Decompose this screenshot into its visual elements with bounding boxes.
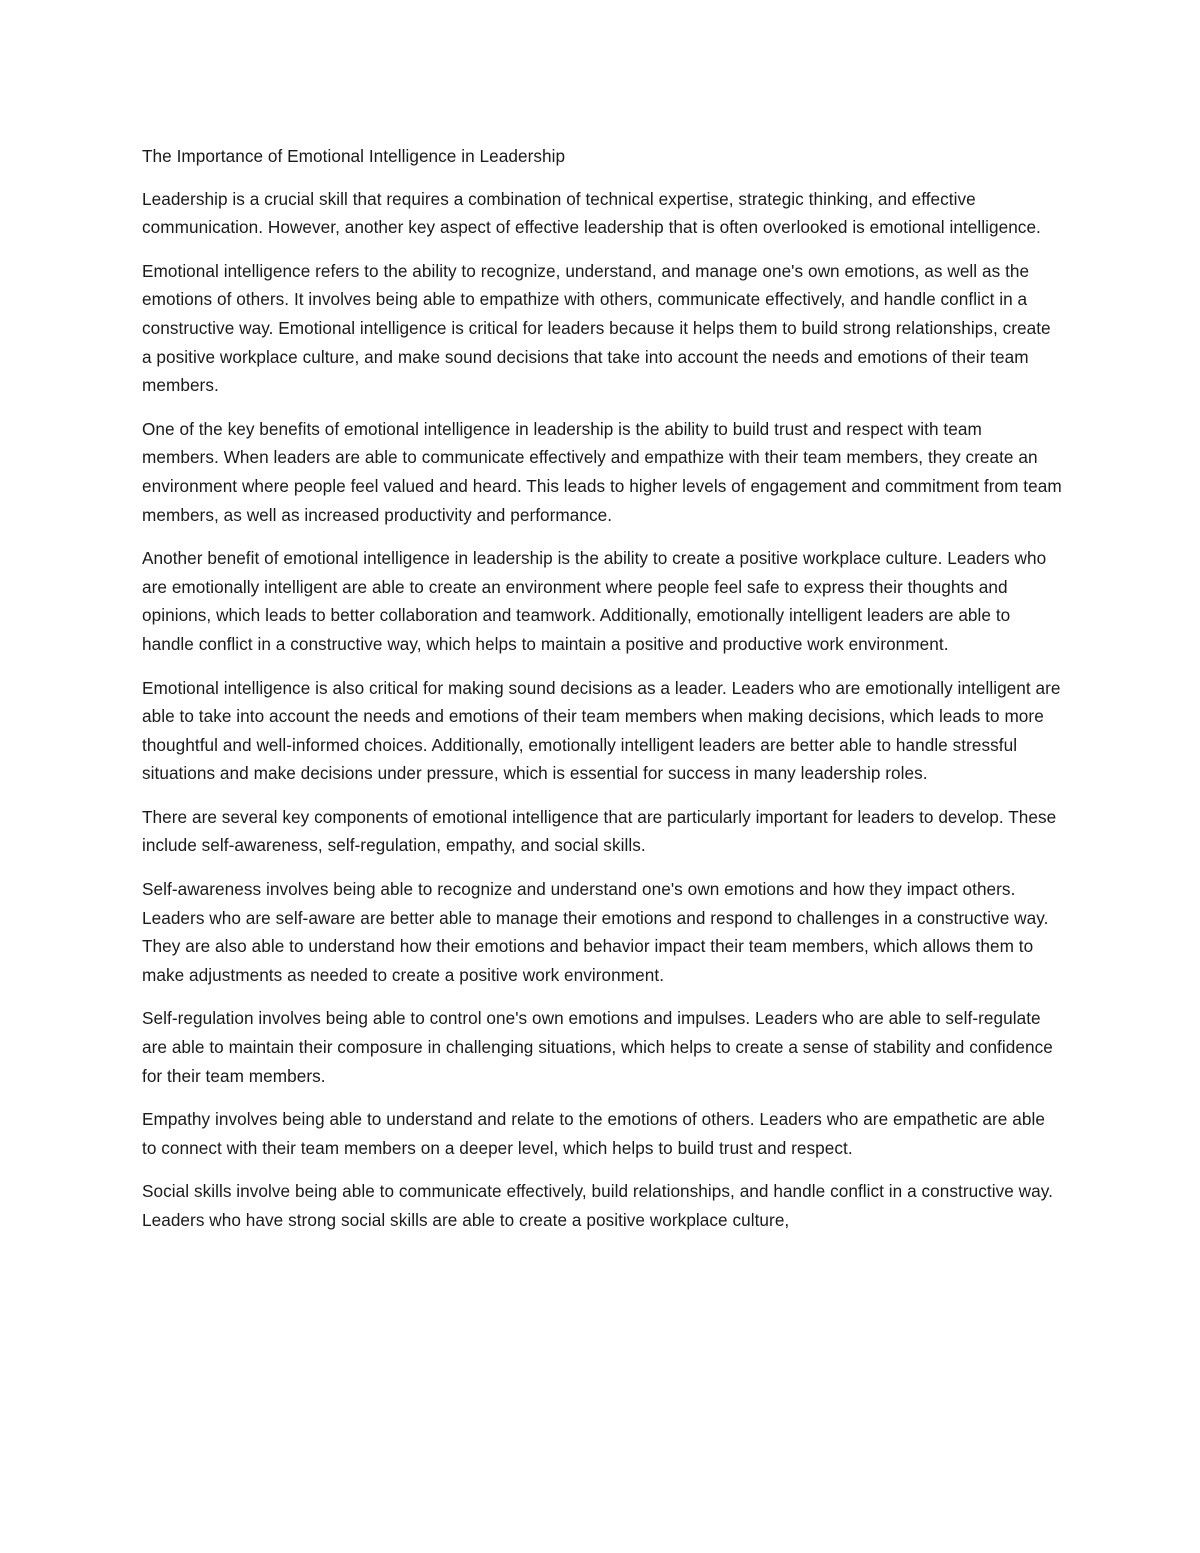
paragraph-trust: One of the key benefits of emotional intelligence in leadership is the ability to build trust and respect with team members. When leaders are able to communicate effectively and empathize with their team members, they create an environment where people feel valued and heard. This leads to higher levels of engagement and commitment from team members, as well as increased productivity and performance. <box>142 418 1062 525</box>
paragraph-intro: Leadership is a crucial skill that requires a combination of technical expertise, strategic thinking, and effective communication. However, another key aspect of effective leadership that is often overlooked is emotional intelligence. <box>142 188 1041 238</box>
paragraph-empathy: Empathy involves being able to understand and relate to the emotions of others. Leaders who are empathetic are able to connect with their team members on a deeper level, which helps to build trust and respect. <box>142 1109 1045 1158</box>
paragraph-components: There are several key components of emotional intelligence that are particularly important for leaders to develop. These include self-awareness, self-regulation, empathy, and social skills. <box>142 806 1057 856</box>
paragraph-culture: Another benefit of emotional intelligence in leadership is the ability to create a positive workplace culture. Leaders who are emotionally intelligent are able to create an environment where people feel safe to express their thoughts and opinions, which leads to better collaboration and teamwork. Additionally, emotionally intelligent leaders are able to handle conflict in a constructive way, which helps to maintain a positive and productive work environment. <box>142 548 1047 654</box>
paragraph-decisions: Emotional intelligence is also critical for making sound decisions as a leader. Leaders who are emotionally intelligent are able to take into account the needs and emotions of their team members when making decisions, which leads to more thoughtful and well-informed choices. Additionally, emotionally intelligent leaders are better able to handle stressful situations and make decisions under pressure, which is essential for success in many leadership roles. <box>142 677 1061 784</box>
document-body <box>142 142 1062 1250</box>
paragraph-definition: Emotional intelligence refers to the ability to recognize, understand, and manage one's own emotions, as well as the emotions of others. It involves being able to empathize with others, communicate effectively, and handle conflict in a constructive way. Emotional intelligence is critical for leaders because it helps them to build strong relationships, create a positive workplace culture, and make sound decisions that take into account the needs and emotions of their team members. <box>142 260 1051 396</box>
paragraph-self-regulation: Self-regulation involves being able to control one's own emotions and impulses. Leaders who are able to self-regulate are able to maintain their composure in challenging situations, which helps to create a sense of stability and confidence for their team members. <box>142 1008 1053 1086</box>
document-title: The Importance of Emotional Intelligence in Leadership <box>142 146 566 166</box>
paragraph-self-awareness: Self-awareness involves being able to recognize and understand one's own emotions and how they impact others. Leaders who are self-aware are better able to manage their emotions and respond to challenges in a constructive way. They are also able to understand how their emotions and behavior impact their team members, which allows them to make adjustments as needed to create a positive work environment. <box>142 879 1049 985</box>
paragraph-social-skills: Social skills involve being able to communicate effectively, build relationships, and handle conflict in a constructive way. Leaders who have strong social skills are able to create a positive workplace culture, <box>142 1181 1053 1230</box>
